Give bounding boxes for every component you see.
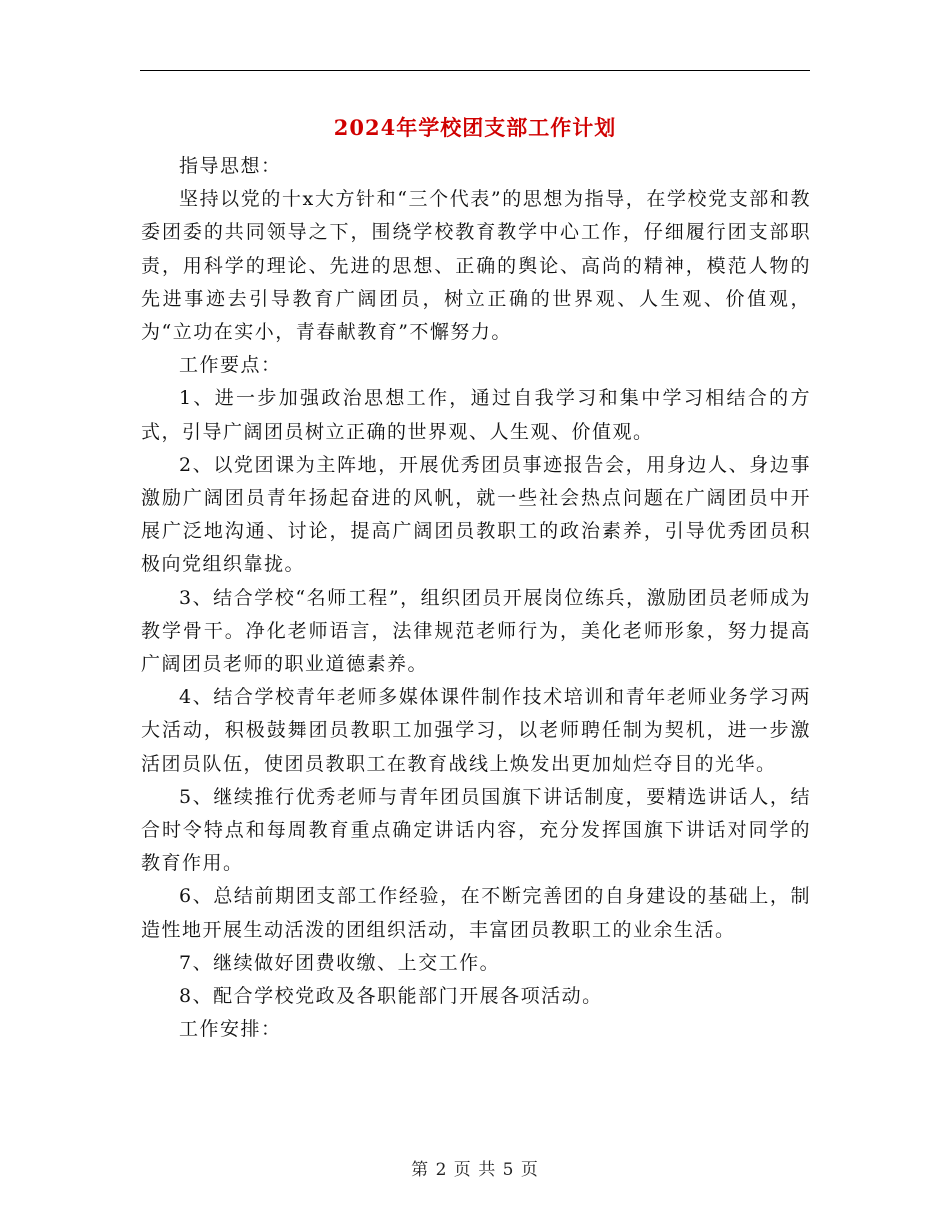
- page-number: 第 2 页 共 5 页: [411, 1160, 539, 1180]
- key-point-5: 5、继续推行优秀老师与青年团员国旗下讲话制度，要精选讲话人，结合时令特点和每周教育重点确定讲话内容，充分发挥国旗下讲话对同学的教育作用。: [141, 785, 811, 875]
- section-heading-work-arrangement: 工作安排：: [179, 1018, 282, 1041]
- key-point-4: 4、结合学校青年老师多媒体课件制作技术培训和青年老师业务学习两大活动，积极鼓舞团员教职工加强学习，以老师聘任制为契机，进一步激活团员队伍，使团员教职工在教育战线上焕发出更加灿烂夺目的光华。: [141, 686, 811, 775]
- section-heading-key-points: 工作要点：: [179, 354, 282, 377]
- header-rule: [140, 70, 810, 71]
- key-point-8: 8、配合学校党政及各职能部门开展各项活动。: [179, 985, 603, 1008]
- key-point-1: 1、进一步加强政治思想工作，通过自我学习和集中学习相结合的方式，引导广阔团员树立正确的世界观、人生观、价值观。: [141, 387, 811, 443]
- document-title: 2024年学校团支部工作计划: [333, 115, 617, 140]
- key-point-6: 6、总结前期团支部工作经验，在不断完善团的自身建设的基础上，制造性地开展生动活泼的团组织活动，丰富团员教职工的业余生活。: [141, 885, 811, 941]
- key-point-7: 7、继续做好团费收缴、上交工作。: [179, 951, 501, 974]
- key-point-3: 3、结合学校“名师工程”，组织团员开展岗位练兵，激励团员老师成为教学骨干。净化老师语言，法律规范老师行为，美化老师形象，努力提高广阔团员老师的职业道德素养。: [141, 586, 811, 676]
- section-heading-guiding-thought: 指导思想：: [179, 155, 282, 177]
- key-point-2: 2、以党团课为主阵地，开展优秀团员事迹报告会，用身边人、身边事激励广阔团员青年扬起奋进的风帆，就一些社会热点问题在广阔团员中开展广泛地沟通、讨论，提高广阔团员教职工的政治素养，引导优秀团员积极向党组织靠拢。: [141, 453, 811, 576]
- paragraph-guiding-thought: 坚持以党的十x大方针和“三个代表”的思想为指导，在学校党支部和教委团委的共同领导之下，围绕学校教育教学中心工作，仔细履行团支部职责，用科学的理论、先进的思想、正确的舆论、高尚的精神，模范人物的先进事迹去引导教育广阔团员，树立正确的世界观、人生观、价值观，为“立功在实小，青春献教育”不懈努力。: [141, 188, 811, 344]
- document-body: [141, 150, 811, 1046]
